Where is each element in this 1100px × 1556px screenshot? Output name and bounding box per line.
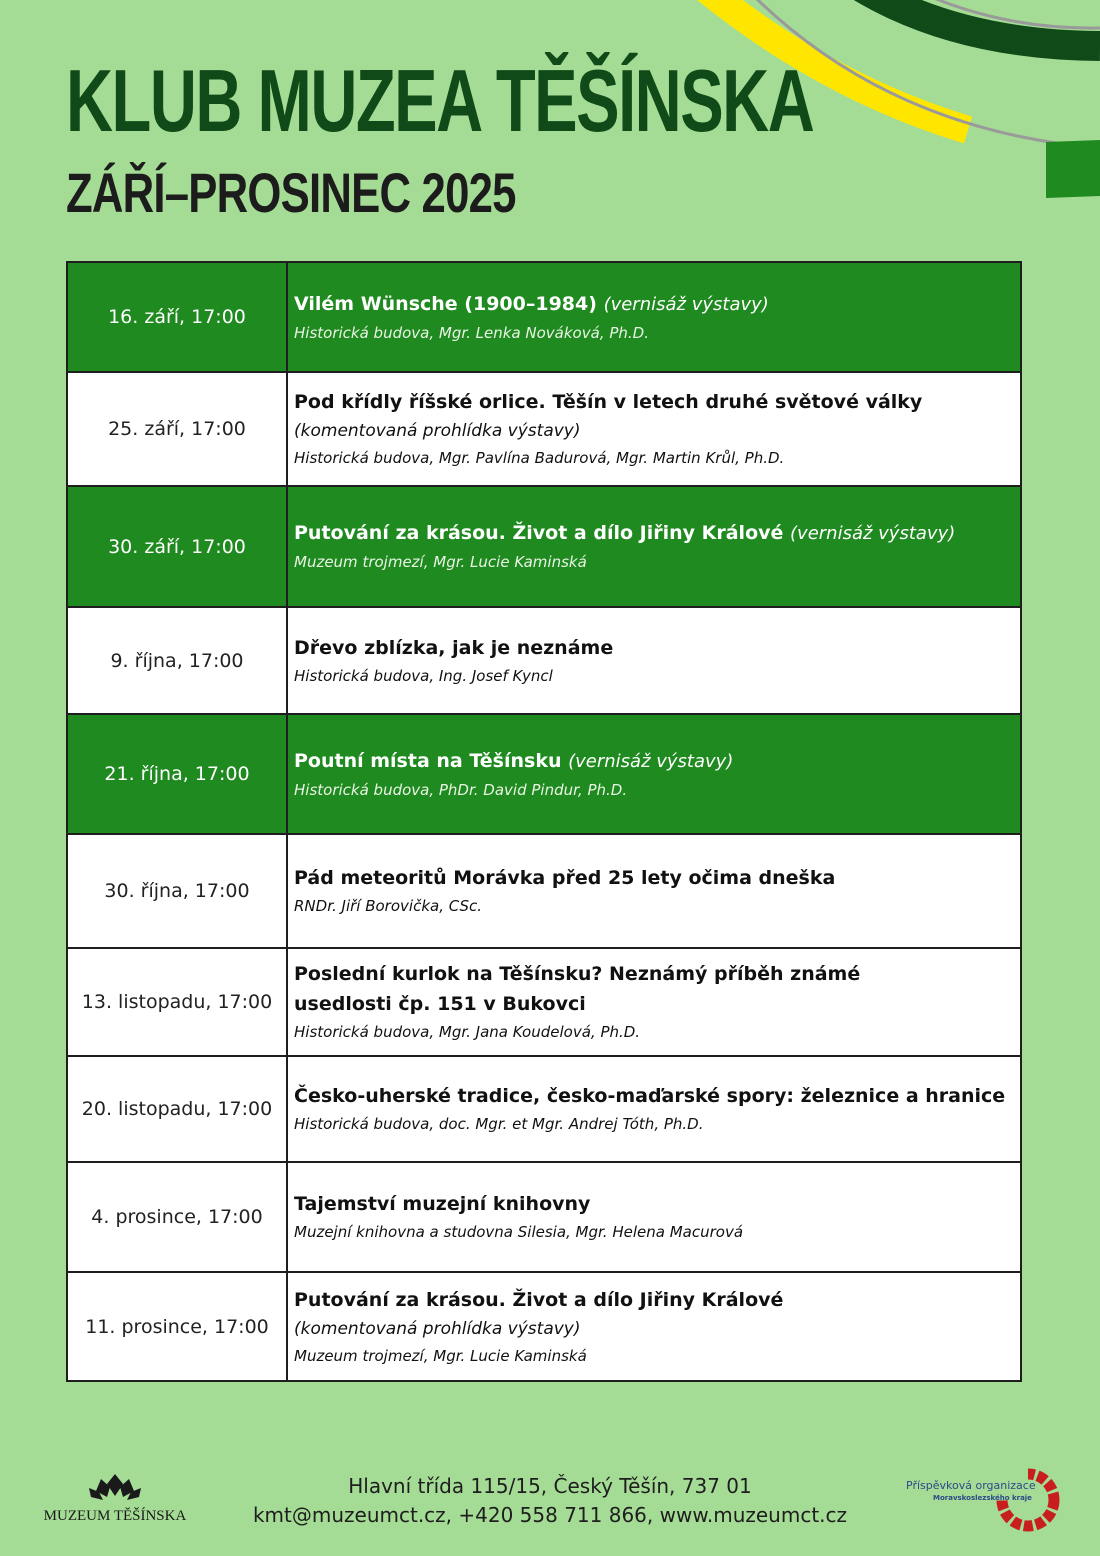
event-info (287, 372, 1021, 486)
event-date: 20. listopadu, 17:00 (67, 1056, 287, 1162)
event-date: 30. října, 17:00 (67, 834, 287, 948)
table-row (67, 1056, 1021, 1162)
museum-logo (40, 1470, 190, 1525)
org-line-2: Moravskoslezského kraje (933, 1494, 1032, 1502)
event-date: 21. října, 17:00 (67, 714, 287, 834)
event-info (287, 607, 1021, 714)
event-title: Pod křídly říšské orlice. Těšín v letech druhé světové války (294, 391, 923, 413)
event-note: (vernisáž výstavy) (603, 293, 769, 315)
event-info (287, 834, 1021, 948)
table-row (67, 372, 1021, 486)
event-place: Historická budova, Mgr. Lenka Nováková, Ph.D. (294, 323, 649, 342)
table-row (67, 834, 1021, 948)
event-info (287, 486, 1021, 607)
event-date: 13. listopadu, 17:00 (67, 948, 287, 1056)
event-place: Historická budova, doc. Mgr. et Mgr. Andrej Tóth, Ph.D. (294, 1115, 704, 1133)
table-row (67, 262, 1021, 372)
schedule-table (66, 261, 1022, 1382)
table-row (67, 714, 1021, 834)
region-logo (900, 1464, 1070, 1534)
event-date: 11. prosince, 17:00 (67, 1272, 287, 1381)
event-title-line-1: Poslední kurlok na Těšínsku? Neznámý příběh známé (294, 963, 861, 985)
event-info (287, 1056, 1021, 1162)
event-title-line (294, 746, 1012, 777)
event-place: RNDr. Jiří Borovička, CSc. (294, 897, 483, 915)
event-title: Česko-uherské tradice, česko-maďarské spory: železnice a hranice (294, 1085, 1006, 1107)
org-line-1: Příspěvková organizace (906, 1479, 1036, 1492)
event-note: (komentovaná prohlídka výstavy) (294, 421, 581, 441)
event-info (287, 1162, 1021, 1272)
event-date: 4. prosince, 17:00 (67, 1162, 287, 1272)
event-title: Putování za krásou. Život a dílo Jiřiny Králové (294, 522, 784, 544)
event-info (287, 948, 1021, 1056)
event-title: Dřevo zblízka, jak je neznáme (294, 636, 614, 659)
event-title: Poutní místa na Těšínsku (294, 749, 562, 772)
event-title-line (294, 518, 1012, 549)
contact-line: kmt@muzeumct.cz, +420 558 711 866, www.muzeumct.cz (252, 1503, 848, 1527)
table-row (67, 1272, 1021, 1381)
event-place: Historická budova, Mgr. Jana Koudelová, Ph.D. (294, 1023, 641, 1041)
table-row (67, 948, 1021, 1056)
event-place: Muzejní knihovna a studovna Silesia, Mgr. Helena Macurová (294, 1223, 744, 1241)
page-title: KLUB MUZEA TĚŠÍNSKA (66, 51, 814, 150)
event-date: 25. září, 17:00 (67, 372, 287, 486)
event-note: (vernisáž výstavy) (790, 523, 956, 544)
event-place: Muzeum trojmezí, Mgr. Lucie Kaminská (294, 1346, 587, 1365)
event-date: 30. září, 17:00 (67, 486, 287, 607)
event-info (287, 1272, 1021, 1381)
event-title: Pád meteoritů Morávka před 25 lety očima dneška (294, 867, 836, 889)
event-info (287, 714, 1021, 834)
event-title: Putování za krásou. Život a dílo Jiřiny Králové (294, 1288, 784, 1311)
event-note: (komentovaná prohlídka výstavy) (294, 1318, 581, 1339)
event-info (287, 262, 1021, 372)
event-date: 9. října, 17:00 (67, 607, 287, 714)
event-title: Tajemství muzejní knihovny (294, 1193, 591, 1215)
museum-logo-text: MUZEUM TĚŠÍNSKA (43, 1508, 187, 1524)
footer-address (230, 1472, 870, 1530)
event-date: 16. září, 17:00 (67, 262, 287, 372)
event-title: Vilém Wünsche (1900–1984) (294, 292, 597, 315)
table-row (67, 1162, 1021, 1272)
lotus-logo-icon (85, 1470, 145, 1502)
event-place: Muzeum trojmezí, Mgr. Lucie Kaminská (294, 553, 587, 571)
event-title-line-2: usedlosti čp. 151 v Bukovci (294, 993, 586, 1015)
event-place: Historická budova, Mgr. Pavlína Badurová, Mgr. Martin Krůl, Ph.D. (294, 449, 785, 467)
address-line: Hlavní třída 115/15, Český Těšín, 737 01 (348, 1474, 752, 1498)
event-place: Historická budova, Ing. Josef Kyncl (294, 666, 553, 685)
event-title-line (294, 289, 1012, 320)
event-place: Historická budova, PhDr. David Pindur, Ph.D. (294, 780, 628, 799)
event-note: (vernisáž výstavy) (568, 750, 734, 772)
page-subtitle: ZÁŘÍ–PROSINEC 2025 (66, 161, 516, 224)
table-row (67, 607, 1021, 714)
table-row (67, 486, 1021, 607)
